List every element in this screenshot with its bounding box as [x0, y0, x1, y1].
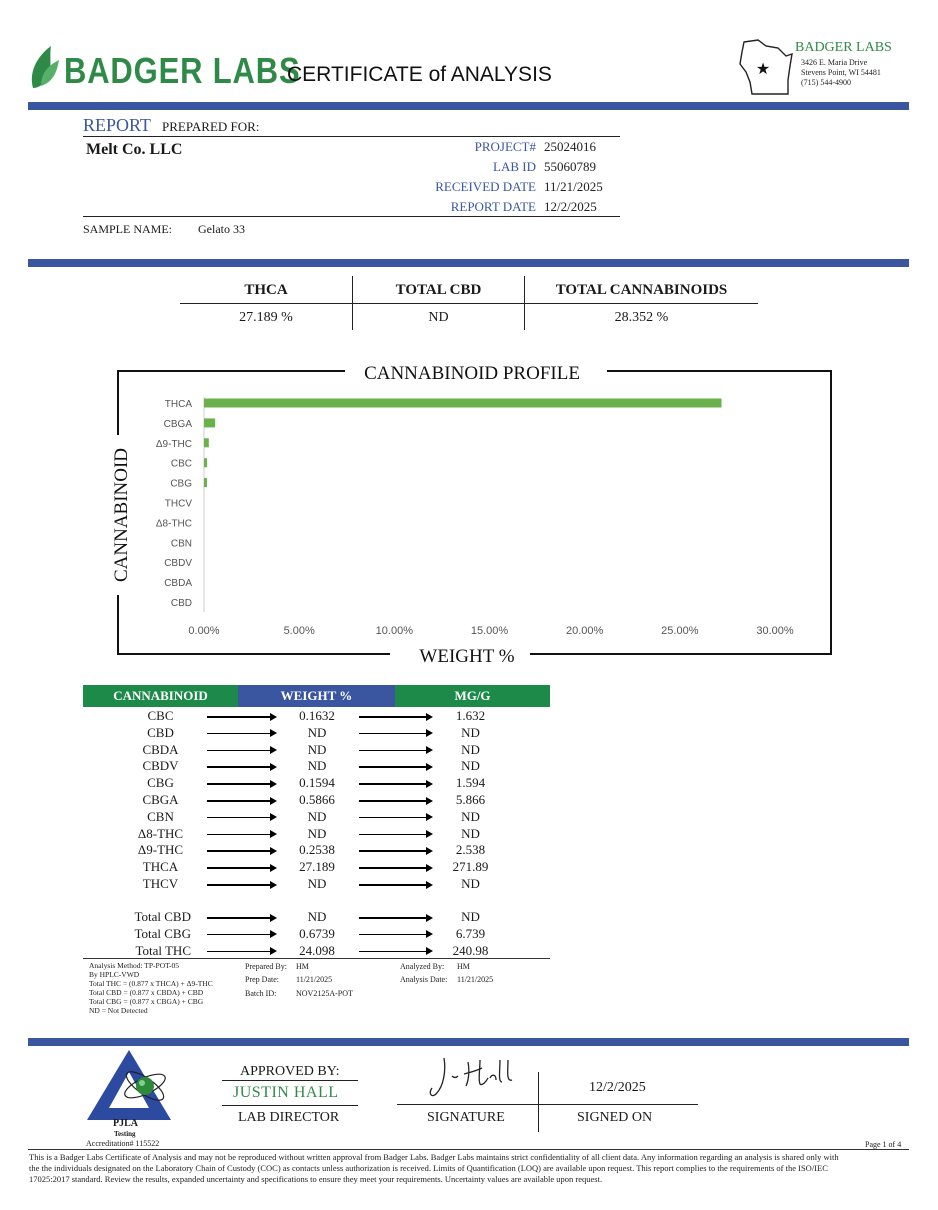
arrow-icon	[207, 884, 275, 886]
report-date: 12/2/2025	[544, 199, 597, 214]
arrow-icon	[359, 834, 431, 836]
arrow-icon	[207, 783, 275, 785]
arrow-icon	[359, 817, 431, 819]
weight-value: ND	[307, 758, 327, 774]
logo-text: BADGER LABS	[64, 50, 301, 91]
note-method: Analysis Method: TP-POT-05	[89, 961, 180, 970]
pjla-accreditation-logo-icon	[85, 1048, 173, 1128]
weight-value: 0.1632	[299, 708, 335, 723]
mgg-value: ND	[461, 876, 480, 891]
chart-xlabel: WEIGHT %	[419, 646, 515, 667]
cannabinoid-profile-chart	[100, 355, 840, 675]
cannabinoid-name: CBD	[147, 724, 174, 740]
table-row	[83, 742, 553, 759]
note-nd: ND = Not Detected	[89, 1006, 148, 1015]
summary-thca-value: 27.189 %	[239, 310, 293, 325]
mgg-value: 1.594	[455, 775, 486, 791]
footer-rule	[28, 1149, 909, 1150]
weight-value: 0.1594	[299, 775, 335, 791]
table-header-weight: WEIGHT %	[238, 685, 395, 707]
signed-on-label: SIGNED ON	[577, 1110, 653, 1125]
pjla-label: PJLA	[113, 1118, 138, 1129]
total-mgg-value: ND	[461, 909, 480, 924]
table-row	[83, 859, 553, 876]
summary-rule	[180, 303, 758, 304]
approver-title: LAB DIRECTOR	[238, 1110, 340, 1125]
accreditation-number: Accreditation# 115522	[86, 1139, 160, 1148]
total-weight-value: ND	[307, 909, 327, 924]
report-date-label: REPORT DATE	[450, 199, 536, 214]
footer-line-1: This is a Badger Labs Certificate of Analysis and may not be reproduced without written approval from Badger Labs. Badger Labs maintains strict confidentiality of all client data. Any information regarding an analysis is shared only with	[29, 1152, 839, 1162]
signature-divider	[538, 1072, 539, 1132]
table-header-cannabinoid: CANNABINOID	[83, 685, 238, 707]
arrow-icon	[359, 850, 431, 852]
chart-bar	[204, 399, 721, 408]
prepared-by: HM	[296, 962, 309, 971]
lab-address-line2: Stevens Point, WI 54481	[801, 68, 881, 77]
arrow-icon	[207, 800, 275, 802]
cannabinoid-name: CBC	[147, 708, 174, 723]
document-title: CERTIFICATE of ANALYSIS	[287, 63, 552, 86]
received-date-label: RECEIVED DATE	[435, 179, 536, 194]
table-row	[83, 708, 553, 725]
weight-value: 27.189	[299, 859, 335, 875]
chart-tick-label: 5.00%	[283, 625, 315, 637]
arrow-icon	[207, 750, 275, 752]
chart-category-label: CBGA	[163, 418, 192, 430]
cannabinoid-name: CBDV	[142, 758, 179, 774]
arrow-icon	[207, 951, 275, 953]
arrow-icon	[359, 766, 431, 768]
note-cbg: Total CBG = (0.877 x CBGA) + CBG	[89, 997, 204, 1006]
weight-value: ND	[307, 724, 327, 740]
cannabinoid-name: CBGA	[142, 792, 179, 807]
cannabinoid-name: THCV	[142, 876, 179, 891]
chart-tick-label: 20.00%	[566, 625, 604, 637]
table-row	[83, 792, 553, 809]
cannabinoid-name: CBDA	[142, 741, 179, 757]
table-row	[83, 725, 553, 742]
mgg-value: ND	[461, 741, 480, 757]
chart-bar	[204, 458, 207, 467]
arrow-icon	[359, 867, 431, 869]
footer-disclaimer	[29, 1152, 909, 1185]
svg-text:★: ★	[755, 61, 771, 78]
arrow-icon	[207, 917, 275, 919]
cannabinoid-name: Δ9-THC	[137, 842, 184, 858]
summary-total-cannabinoids-header: TOTAL CANNABINOIDS	[555, 282, 728, 298]
report-rule	[83, 136, 620, 137]
cannabinoid-name: CBN	[147, 808, 174, 824]
arrow-icon	[207, 850, 275, 852]
mgg-value: 1.632	[455, 708, 486, 723]
chart-bar	[204, 438, 209, 447]
chart-tick-label: 25.00%	[661, 625, 699, 637]
prepared-by-label: Prepared By:	[245, 962, 287, 971]
table-row	[83, 758, 553, 775]
approved-rule-top	[222, 1080, 358, 1081]
arrow-icon	[207, 834, 275, 836]
total-weight-value: 24.098	[299, 942, 335, 958]
chart-bar	[204, 478, 207, 487]
mgg-value: 271.89	[452, 859, 489, 875]
wisconsin-map-icon	[736, 36, 798, 98]
arrow-icon	[359, 716, 431, 718]
prepared-for-label: PREPARED FOR:	[162, 119, 260, 134]
prep-date-label: Prep Date:	[245, 975, 279, 984]
pjla-testing-label: Testing	[114, 1130, 136, 1138]
report-label: REPORT	[83, 115, 151, 135]
weight-value: 0.5866	[299, 792, 335, 807]
cannabinoid-name: CBG	[147, 775, 174, 791]
signed-on-date: 12/2/2025	[589, 1080, 646, 1095]
chart-category-label: CBDA	[164, 578, 192, 590]
arrow-icon	[207, 733, 275, 735]
approved-rule-bottom	[222, 1105, 358, 1106]
sample-name-label: SAMPLE NAME:	[83, 222, 173, 236]
summary-thca-header: THCA	[244, 282, 288, 298]
mgg-value: 2.538	[455, 842, 486, 858]
table-row	[83, 842, 553, 859]
cannabinoid-name: THCA	[142, 859, 179, 875]
table-row	[83, 876, 553, 893]
analyzed-by: HM	[457, 962, 470, 971]
footer-divider	[28, 1038, 909, 1046]
table-total-row	[83, 909, 553, 926]
table-bottom-rule	[83, 958, 550, 959]
page-number: Page 1 of 4	[865, 1140, 902, 1149]
approver-name: JUSTIN HALL	[233, 1084, 339, 1101]
note-thc: Total THC = (0.877 x THCA) + Δ9-THC	[89, 979, 213, 988]
mgg-value: ND	[461, 724, 480, 740]
notes-block	[89, 961, 213, 1015]
weight-value: ND	[307, 825, 327, 841]
footer-line-3: 17025:2017 standard. Review the results, expanded uncertainty and specifications to ensure they meet your requirements. Uncertainty values are available upon request.	[29, 1174, 603, 1184]
lab-id-label: LAB ID	[493, 159, 536, 174]
arrow-icon	[207, 867, 275, 869]
arrow-icon	[207, 817, 275, 819]
lab-address-line1: 3426 E. Maria Drive	[801, 58, 868, 67]
project-label: PROJECT#	[474, 139, 536, 154]
mgg-value: ND	[461, 808, 480, 824]
batch-id-label: Batch ID:	[245, 989, 277, 998]
table-total-row	[83, 926, 553, 943]
arrow-icon	[359, 884, 431, 886]
lab-phone: (715) 544-4900	[801, 78, 851, 87]
chart-category-label: THCA	[164, 399, 192, 410]
batch-id: NOV2125A-POT	[296, 989, 353, 998]
analyzed-by-label: Analyzed By:	[400, 962, 445, 971]
chart-category-label: CBN	[170, 538, 192, 550]
chart-category-label: CBC	[170, 458, 192, 470]
signature-icon	[420, 1052, 530, 1102]
arrow-icon	[207, 766, 275, 768]
footer-line-2: the the individuals designated on the Laboratory Chain of Custody (COC) as contacts unless authorization is received. Limits of Quantification (LOQ) are available upon request. This report complies to the requirements of the ISO/IEC	[29, 1163, 828, 1173]
note-cbd: Total CBD = (0.877 x CBDA) + CBD	[89, 988, 204, 997]
arrow-icon	[359, 783, 431, 785]
chart-tick-label: 10.00%	[375, 625, 413, 637]
total-weight-value: 0.6739	[299, 925, 335, 941]
chart-category-label: CBD	[170, 598, 192, 609]
summary-total-cbd-value: ND	[428, 310, 449, 325]
chart-bar	[204, 418, 215, 427]
report-rule-bottom	[83, 216, 620, 217]
table-row	[83, 775, 553, 792]
chart-title: CANNABINOID PROFILE	[364, 363, 580, 384]
chart-category-label: Δ9-THC	[155, 438, 192, 450]
weight-value: ND	[307, 876, 327, 891]
note-by: By HPLC-VWD	[89, 970, 140, 979]
table-header-mgg: MG/G	[395, 685, 550, 707]
weight-value: 0.2538	[299, 842, 335, 858]
chart-tick-label: 15.00%	[470, 625, 509, 637]
analysis-date: 11/21/2025	[457, 975, 494, 984]
project-number: 25024016	[544, 139, 596, 154]
table-row	[83, 826, 553, 843]
mgg-value: ND	[461, 758, 480, 774]
arrow-icon	[359, 934, 431, 936]
arrow-icon	[359, 733, 431, 735]
arrow-icon	[359, 800, 431, 802]
weight-value: ND	[307, 808, 327, 824]
cannabinoid-name: Δ8-THC	[137, 825, 184, 841]
analysis-date-label: Analysis Date:	[400, 975, 448, 984]
arrow-icon	[359, 917, 431, 919]
total-name: Total THC	[135, 942, 191, 958]
chart-category-label: Δ8-THC	[155, 518, 192, 530]
total-mgg-value: 6.739	[455, 925, 486, 941]
summary-total-cannabinoids-value: 28.352 %	[614, 310, 669, 325]
mgg-value: ND	[461, 825, 480, 841]
total-name: Total CBD	[134, 909, 191, 924]
total-name: Total CBG	[134, 925, 191, 941]
arrow-icon	[359, 951, 431, 953]
signature-rule	[397, 1104, 698, 1105]
received-date: 11/21/2025	[544, 179, 603, 194]
header-divider	[28, 102, 909, 110]
lab-id: 55060789	[544, 159, 596, 174]
lab-name: BADGER LABS	[795, 40, 892, 55]
chart-ylabel: CANNABINOID	[111, 447, 132, 583]
badger-labs-leaf-logo-icon	[27, 44, 63, 90]
total-mgg-value: 240.98	[452, 942, 489, 958]
arrow-icon	[207, 716, 275, 718]
mgg-value: 5.866	[455, 792, 486, 807]
chart-category-label: CBG	[170, 478, 192, 490]
chart-tick-label: 30.00%	[756, 625, 794, 637]
weight-value: ND	[307, 741, 327, 757]
client-name: Melt Co. LLC	[86, 141, 183, 158]
chart-tick-label: 0.00%	[188, 625, 220, 637]
chart-category-label: THCV	[164, 498, 192, 510]
approved-by-label: APPROVED BY:	[240, 1064, 340, 1079]
chart-category-label: CBDV	[164, 558, 192, 570]
prep-date: 11/21/2025	[296, 975, 333, 984]
signature-label: SIGNATURE	[427, 1110, 505, 1125]
table-row	[83, 809, 553, 826]
sample-name: Gelato 33	[198, 222, 245, 236]
section-divider	[28, 259, 909, 267]
arrow-icon	[359, 750, 431, 752]
arrow-icon	[207, 934, 275, 936]
summary-total-cbd-header: TOTAL CBD	[395, 282, 482, 298]
